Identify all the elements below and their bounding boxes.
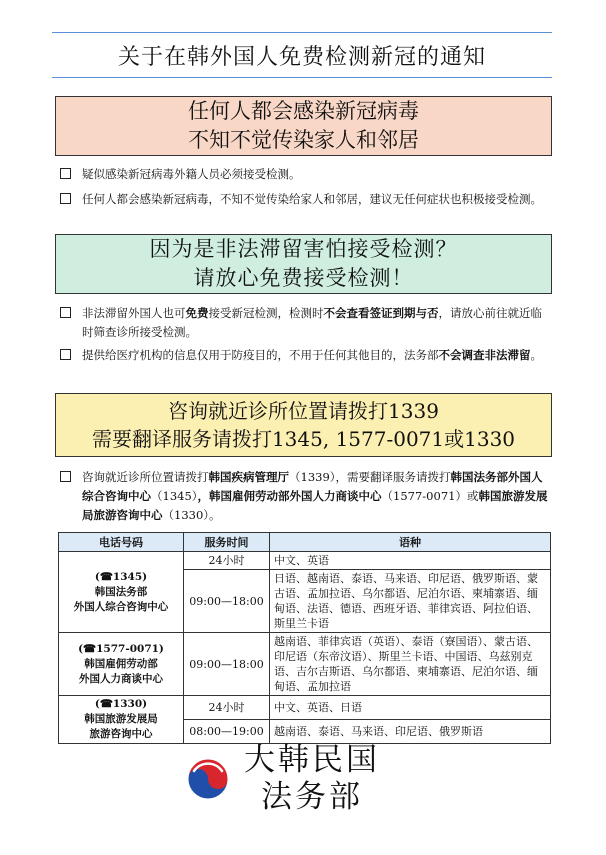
checkbox-icon bbox=[60, 349, 71, 360]
org-name: 韩国旅游发展局 bbox=[84, 713, 158, 725]
banner-infection-line1: 任何人都会感染新冠病毒 bbox=[188, 98, 419, 123]
org-kto bbox=[59, 696, 184, 744]
service-languages: 中文、英语、日语 bbox=[270, 696, 551, 720]
banner-hotline-line1: 咨询就近诊所位置请拨打1339 bbox=[168, 399, 439, 423]
page-title: 关于在韩外国人免费检测新冠的通知 bbox=[117, 44, 486, 70]
service-languages: 越南语、菲律宾语（英语）、泰语（寮国语）、蒙古语、印尼语（东帝汶语）、斯里兰卡语、中国语、乌兹别克语、吉尔吉斯语、乌尔都语、柬埔寨语、尼泊尔语、缅甸语、孟加拉语 bbox=[270, 633, 551, 696]
ministry-line1: 大韩民国 bbox=[244, 742, 380, 778]
org-name: 韩国雇佣劳动部 bbox=[84, 657, 158, 670]
service-languages: 越南语、泰语、马来语、印尼语、俄罗斯语 bbox=[270, 720, 551, 744]
ministry-signature bbox=[244, 742, 380, 816]
banner-infection bbox=[55, 96, 552, 156]
header-hours: 服务时间 bbox=[184, 533, 270, 552]
checkbox-icon bbox=[60, 471, 71, 482]
table-row bbox=[59, 696, 551, 720]
banner-illegal-stay-line1: 因为是非法滞留害怕接受检测？ bbox=[149, 236, 458, 261]
org-phone: (☎1577-0071) bbox=[78, 642, 164, 655]
banner-illegal-stay-line2: 请放心免费接受检测！ bbox=[193, 266, 414, 290]
service-hours: 09:00—18:00 bbox=[184, 570, 270, 633]
service-hours: 24小时 bbox=[184, 552, 270, 570]
banner-illegal-stay bbox=[55, 234, 552, 294]
table-row bbox=[59, 552, 551, 570]
checkbox-icon bbox=[60, 307, 71, 318]
service-hours: 09:00—18:00 bbox=[184, 633, 270, 696]
service-languages: 日语、越南语、泰语、马来语、印尼语、俄罗斯语、蒙古语、孟加拉语、乌尔都语、尼泊尔语、柬埔寨语、缅甸语、法语、德语、西班牙语、菲律宾语、阿拉伯语、斯里兰卡语 bbox=[270, 570, 551, 633]
list-item: 提供给医疗机构的信息仅用于防疫目的，不用于任何其他目的，法务部不会调查非法滞留。 bbox=[58, 346, 550, 365]
org-phone: (☎1330) bbox=[94, 698, 148, 710]
taegeuk-emblem-icon bbox=[186, 757, 230, 801]
org-name: 外国人综合咨询中心 bbox=[73, 600, 169, 613]
list-item: 疑似感染新冠病毒外籍人员必须接受检测。 bbox=[58, 165, 550, 184]
table-header-row bbox=[59, 533, 551, 552]
list-item: 任何人都会感染新冠病毒，不知不觉传染给家人和邻居，建议无任何症状也积极接受检测。 bbox=[58, 190, 550, 209]
checkbox-icon bbox=[60, 168, 71, 179]
service-languages: 中文、英语 bbox=[270, 552, 551, 570]
org-name: 外国人力商谈中心 bbox=[79, 672, 163, 685]
org-molabor bbox=[59, 633, 184, 696]
org-phone: (☎1345) bbox=[94, 570, 148, 583]
service-hours: 24小时 bbox=[184, 696, 270, 720]
service-hours: 08:00—19:00 bbox=[184, 720, 270, 744]
header-phone: 电话号码 bbox=[59, 533, 184, 552]
banner-hotline-line2: 需要翻译服务请拨打1345, 1577-0071或1330 bbox=[91, 427, 516, 451]
table-row bbox=[59, 633, 551, 696]
service-table bbox=[58, 532, 551, 744]
title-bar bbox=[52, 32, 552, 78]
list-item: 非法滞留外国人也可免费接受新冠检测，检测时不会查看签证到期与否，请放心前往就近临时筛查诊所接受检测。 bbox=[58, 304, 550, 342]
header-lang: 语种 bbox=[270, 533, 551, 552]
banner-infection-line2: 不知不觉传染家人和邻居 bbox=[188, 128, 419, 152]
list-item: 咨询就近诊所位置请拨打韩国疾病管理厅（1339），需要翻译服务请拨打韩国法务部外国人综合咨询中心（1345），韩国雇佣劳动部外国人力商谈中心（1577-0071）或韩国旅游发展局旅游咨询中心（1330）。 bbox=[58, 468, 550, 525]
org-moj bbox=[59, 552, 184, 633]
checkbox-icon bbox=[60, 193, 71, 204]
org-name: 旅游咨询中心 bbox=[89, 728, 153, 740]
banner-hotline bbox=[55, 393, 552, 457]
org-name: 韩国法务部 bbox=[94, 585, 148, 598]
ministry-line2: 法务部 bbox=[261, 779, 363, 815]
